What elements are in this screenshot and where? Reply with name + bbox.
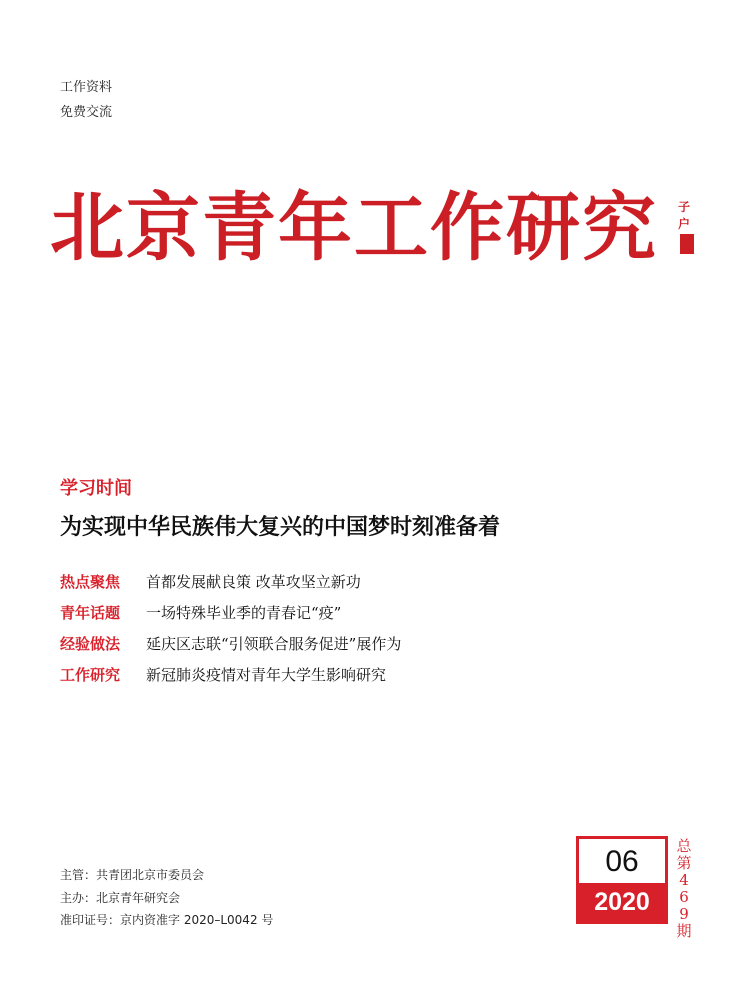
- seal-stamp-icon: [680, 234, 694, 254]
- note-work-material: 工作资料: [60, 80, 113, 95]
- publisher-sponsor: 主办：北京青年研究会: [60, 891, 181, 905]
- toc-title: 延庆区志联“引领联合服务促进”展作为: [146, 635, 402, 653]
- issue-year: 2020: [579, 883, 665, 921]
- issue-box: [576, 836, 668, 924]
- toc-item: [60, 628, 401, 659]
- publisher-supervisor: 主管：共青团北京市委员会: [60, 868, 205, 882]
- toc-title: 首都发展献良策 改革攻坚立新功: [146, 573, 361, 591]
- toc-item: [60, 566, 401, 597]
- toc-category: 经验做法: [60, 635, 121, 653]
- feature-tag: 学习时间: [60, 478, 132, 499]
- toc-category: 青年话题: [60, 604, 121, 622]
- toc-title: 新冠肺炎疫情对青年大学生影响研究: [146, 666, 387, 684]
- masthead: [50, 180, 690, 280]
- feature-headline: 为实现中华民族伟大复兴的中国梦时刻准备着: [60, 514, 501, 540]
- calligrapher-signature: 子户: [678, 200, 691, 231]
- toc-title: 一场特殊毕业季的青春记“疫”: [146, 604, 342, 622]
- table-of-contents: [60, 566, 401, 690]
- issue-number: 06: [605, 845, 639, 878]
- toc-item: [60, 597, 401, 628]
- toc-item: [60, 659, 401, 690]
- magazine-title: 北京青年工作研究: [50, 185, 658, 271]
- toc-category: 热点聚焦: [60, 573, 121, 591]
- publisher-permit: 准印证号：京内资准字 2020–L0042 号: [60, 913, 274, 927]
- note-free-exchange: 免费交流: [60, 105, 113, 120]
- toc-category: 工作研究: [60, 666, 121, 684]
- total-issue-number: 总第469期: [676, 837, 692, 940]
